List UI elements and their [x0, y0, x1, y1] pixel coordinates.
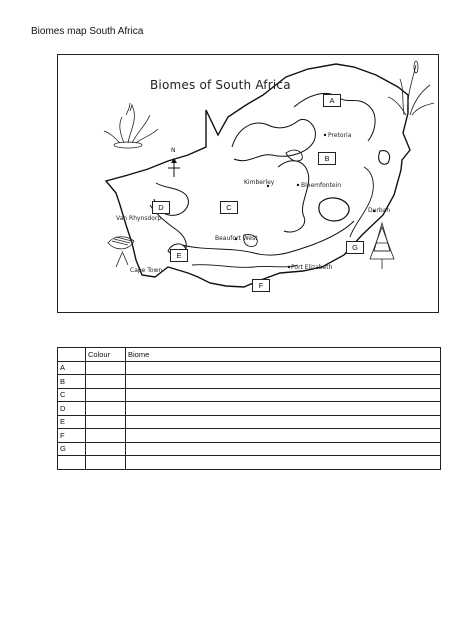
biome-cell[interactable]: [126, 375, 441, 389]
table-row: [58, 402, 441, 416]
biome-cell[interactable]: [126, 415, 441, 429]
header-letter: [58, 348, 86, 362]
biome-cell[interactable]: [126, 388, 441, 402]
colour-cell[interactable]: [86, 402, 126, 416]
row-letter: B: [58, 375, 86, 389]
header-colour: Colour: [86, 348, 126, 362]
lesotho-border: [319, 198, 349, 221]
place-durban: Durban: [368, 207, 391, 214]
colour-cell[interactable]: [86, 456, 126, 470]
place-port-elizabeth: Port Elizabeth: [291, 264, 333, 271]
biome-box-a: A: [323, 94, 341, 107]
row-letter: [58, 456, 86, 470]
biome-cell[interactable]: [126, 361, 441, 375]
map-title: Biomes of South Africa: [150, 78, 291, 92]
biome-cell[interactable]: [126, 442, 441, 456]
colour-cell[interactable]: [86, 388, 126, 402]
place-beaufort-west: Beaufort West: [215, 235, 258, 242]
row-letter: G: [58, 442, 86, 456]
succulent-icon: [104, 103, 158, 148]
colour-cell[interactable]: [86, 375, 126, 389]
colour-cell[interactable]: [86, 415, 126, 429]
swaziland-border: [379, 151, 390, 165]
place-van-rhynsdorp: Van Rhynsdorp: [116, 215, 162, 222]
row-letter: C: [58, 388, 86, 402]
north-label: N: [171, 147, 176, 154]
colour-cell[interactable]: [86, 361, 126, 375]
table-row: [58, 429, 441, 443]
table-row: [58, 388, 441, 402]
biome-cell[interactable]: [126, 429, 441, 443]
grass-tuft-icon: [388, 61, 434, 115]
table-header-row: [58, 348, 441, 362]
table-row: [58, 361, 441, 375]
protea-icon: [108, 237, 134, 267]
biome-table: [57, 347, 441, 470]
forest-tree-icon: [370, 223, 394, 269]
row-letter: F: [58, 429, 86, 443]
biome-box-c: C: [220, 201, 238, 214]
page-title: Biomes map South Africa: [31, 26, 144, 37]
table-row: [58, 456, 441, 470]
table-row: [58, 375, 441, 389]
biome-cell[interactable]: [126, 402, 441, 416]
table-row: [58, 442, 441, 456]
biome-map: [57, 54, 439, 313]
table-row: [58, 415, 441, 429]
biome-box-f: F: [252, 279, 270, 292]
header-biome: Biome: [126, 348, 441, 362]
biome-box-b: B: [318, 152, 336, 165]
biome-box-e: E: [170, 249, 188, 262]
row-letter: E: [58, 415, 86, 429]
place-cape-town: Cape Town: [130, 267, 163, 274]
biome-box-g: G: [346, 241, 364, 254]
colour-cell[interactable]: [86, 429, 126, 443]
biome-box-d: D: [152, 201, 170, 214]
place-bloemfontein: Bloemfontein: [301, 182, 342, 189]
biome-cell[interactable]: [126, 456, 441, 470]
row-letter: D: [58, 402, 86, 416]
row-letter: A: [58, 361, 86, 375]
place-pretoria: Pretoria: [328, 132, 352, 139]
colour-cell[interactable]: [86, 442, 126, 456]
place-kimberley: Kimberley: [244, 179, 275, 186]
